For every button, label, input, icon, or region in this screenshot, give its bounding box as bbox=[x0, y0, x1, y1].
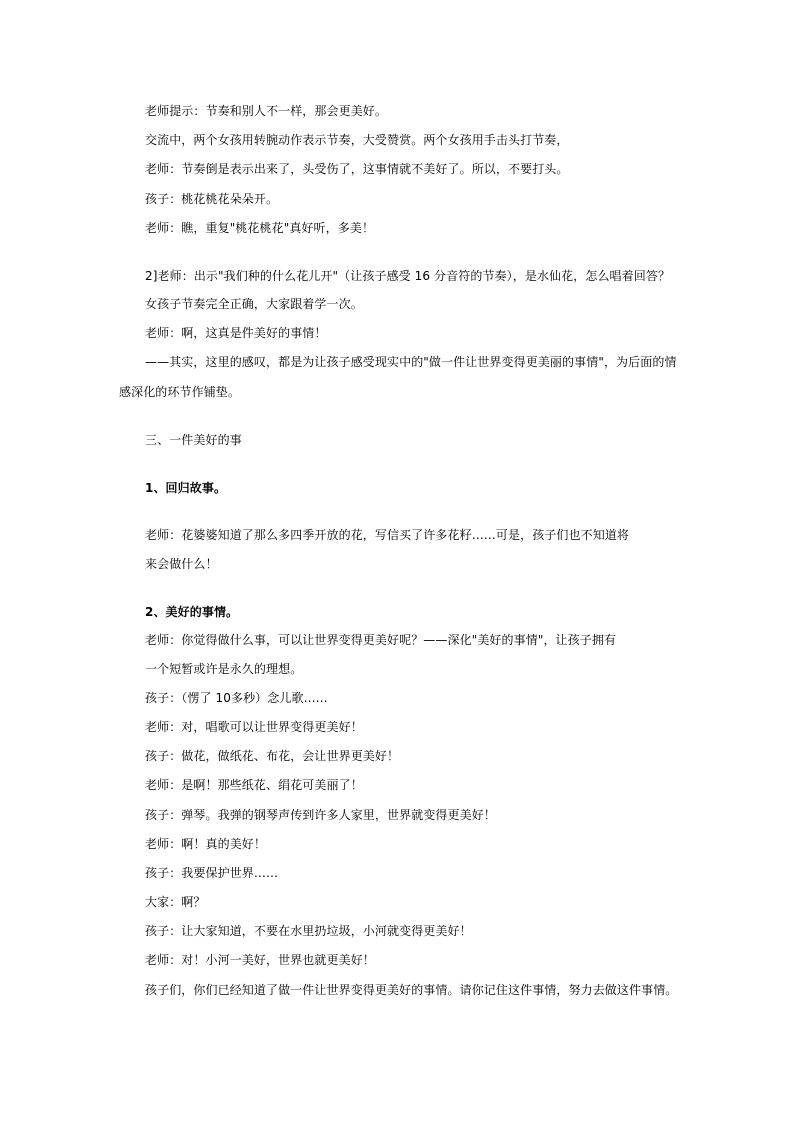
paragraph-line: 老师：你觉得做什么事，可以让世界变得更美好呢？——深化"美好的事情"，让孩子拥有 bbox=[145, 633, 617, 647]
dialogue-line: 老师：啊！真的美好！ bbox=[145, 837, 267, 851]
paragraph-line: 老师：啊，这真是件美好的事情！ bbox=[145, 326, 327, 340]
paragraph-line: 老师：节奏倒是表示出来了，头受伤了，这事情就不美好了。所以，不要打头。 bbox=[145, 162, 569, 176]
paragraph-line: 来会做什么！ bbox=[145, 557, 218, 571]
paragraph-line: 老师：瞧，重复"桃花桃花"真好听，多美！ bbox=[145, 221, 375, 235]
dialogue-line: 孩子：（愣了 10多秒）念儿歌…… bbox=[145, 691, 328, 705]
paragraph-line: 孩子：桃花桃花朵朵开。 bbox=[145, 192, 279, 206]
dialogue-line: 老师：对！小河一美好，世界也就更美好！ bbox=[145, 953, 375, 967]
paragraph-line: 老师：花婆婆知道了那么多四季开放的花，写信买了许多花籽……可是，孩子们也不知道将 bbox=[145, 528, 630, 542]
paragraph-line: 孩子们，你们已经知道了做一件让世界变得更美好的事情。请你记住这件事情，努力去做这件事情。 bbox=[145, 983, 678, 997]
paragraph-line: 老师提示：节奏和别人不一样，那会更美好。 bbox=[145, 104, 388, 118]
paragraph-line: 女孩子节奏完全正确，大家跟着学一次。 bbox=[145, 297, 363, 311]
paragraph-line: 2]老师：出示"我们种的什么花儿开"（让孩子感受 16 分音符的节奏），是水仙花，怎么唱着回答？ bbox=[145, 269, 671, 283]
paragraph-line: 交流中，两个女孩用转腕动作表示节奏，大受赞赏。两个女孩用手击头打节奏， bbox=[145, 133, 569, 147]
section-heading: 三、一件美好的事 bbox=[145, 433, 242, 447]
dialogue-line: 老师：是啊！那些纸花、绢花可美丽了！ bbox=[145, 778, 363, 792]
dialogue-line: 孩子：让大家知道，不要在水里扔垃圾，小河就变得更美好！ bbox=[145, 924, 472, 938]
dialogue-line: 孩子：弹琴。我弹的钢琴声传到许多人家里，世界就变得更美好！ bbox=[145, 808, 496, 822]
dialogue-line: 孩子：我要保护世界…… bbox=[145, 866, 279, 880]
dialogue-line: 老师：对，唱歌可以让世界变得更美好！ bbox=[145, 720, 363, 734]
paragraph-line: ——其实，这里的感叹，都是为让孩子感受现实中的"做一件让世界变得更美丽的事情"，为后面的情 bbox=[145, 355, 677, 369]
subsection-heading: 1、回归故事。 bbox=[145, 481, 227, 495]
paragraph-line: 感深化的环节作铺垫。 bbox=[119, 385, 241, 399]
dialogue-line: 大家：啊？ bbox=[145, 895, 206, 909]
paragraph-line: 一个短暂或许是永久的理想。 bbox=[145, 662, 303, 676]
subsection-heading: 2、美好的事情。 bbox=[145, 605, 239, 619]
dialogue-line: 孩子：做花，做纸花、布花，会让世界更美好！ bbox=[145, 749, 400, 763]
